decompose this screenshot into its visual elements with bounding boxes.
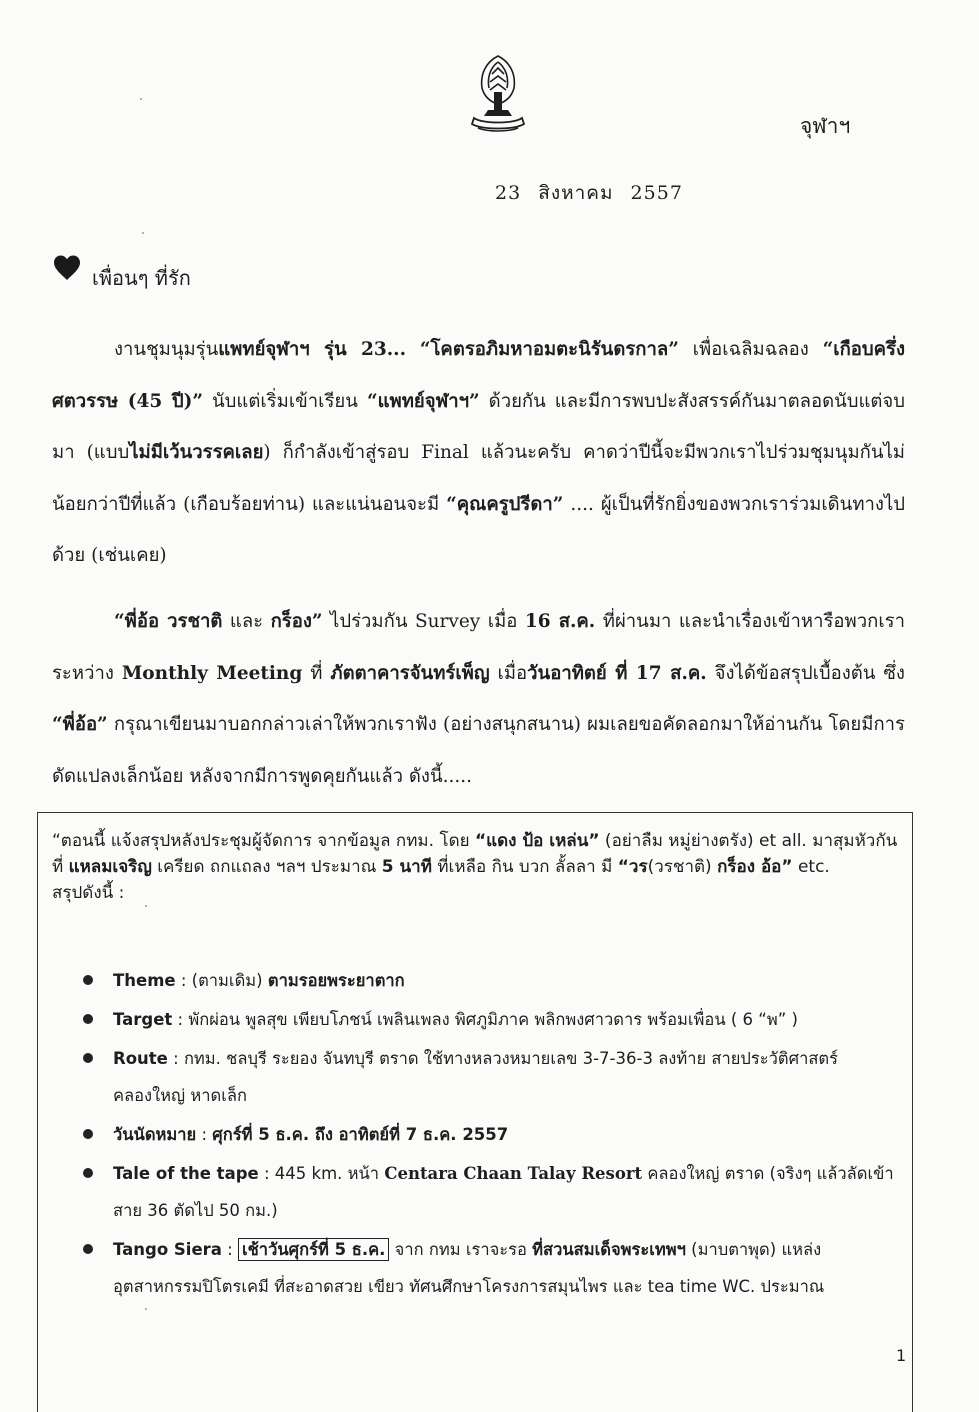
body-paragraph-2: “พี่อ้อ วรชาติ และ กร็อง” ไปร่วมกัน Survey เมื่อ 16 ส.ค. ที่ผ่านมา และนำเรื่องเข้าหารือพวกเราระหว่าง Monthly Meeting ที่ ภัตตาคารจันทร์เพ็ญ เมื่อวันอาทิตย์ ที่ 17 ส.ค. จึงได้ข้อสรุปเบื้องต้น ซึ่ง “พี่อ้อ” กรุณาเขียนมาบอกกล่าวเล่าให้พวกเราฟัง (อย่างสนุกสนาน) ผมเลยขอคัดลอกมาให้อ่านกัน โดยมีการดัดแปลงเล็กน้อย หลังจากมีการพูดคุยกันแล้ว ดังนี้..... [52, 611, 905, 787]
bullet-icon [83, 1053, 93, 1063]
scan-speck [145, 1308, 147, 1310]
bullet-icon [83, 1014, 93, 1024]
scan-speck [142, 232, 144, 234]
summary-intro: “ตอนนี้ แจ้งสรุปหลังประชุมผู้จัดการ จากข้อมูล กทม. โดย “แดง ป้อ เหล่น” (อย่าลืม หมู่ย่างตรัง) et all. มาสุมหัวกันที่ แหลมเจริญ เครียด ถกแถลง ฯลฯ ประมาณ 5 นาที ที่เหลือ กิน บวก ลั้ลลา มี “วร(วรชาติ) กร็อง อ้อ” etc. สรุปดังนี้ : [52, 831, 898, 903]
bullet-icon [83, 1244, 93, 1254]
scan-speck [145, 905, 147, 907]
list-item-tango: Tango Siera : เช้าวันศุกร์ที่ 5 ธ.ค. จาก กทม เราจะรอ ที่สวนสมเด็จพระเทพฯ (มาบตาพุด) แหล่งอุตสาหกรรมปิโตรเคมี ที่สะอาดสวย เขียว ทัศนศึกษาโครงการสมุนไพร และ tea time WC. ประมาณ [82, 1231, 897, 1305]
bullet-icon [83, 975, 93, 985]
bullet-icon [83, 1129, 93, 1139]
summary-list [82, 962, 897, 1305]
bullet-icon [83, 1168, 93, 1178]
list-item-tale: Tale of the tape : 445 km. หน้า Centara Chaan Talay Resort คลองใหญ่ ตราด (จริงๆ แล้วลัดเข้าสาย 36 ตัดไป 50 กม.) [82, 1155, 897, 1229]
list-item-date: วันนัดหมาย : ศุกร์ที่ 5 ธ.ค. ถึง อาทิตย์ที่ 7 ธ.ค. 2557 [82, 1116, 897, 1153]
list-item-route: Route : กทม. ชลบุรี ระยอง จันทบุรี ตราด ใช้ทางหลวงหมายเลข 3-7-36-3 ลงท้าย สายประวัติศาสตร์ คลองใหญ่ หาดเล็ก [82, 1040, 897, 1114]
university-emblem-icon [468, 52, 528, 136]
page-number: 1 [896, 1346, 907, 1365]
scan-speck [140, 98, 142, 100]
organization-abbreviation: จุฬาฯ [800, 114, 851, 138]
boxed-date: เช้าวันศุกร์ที่ 5 ธ.ค. [238, 1238, 389, 1261]
letter-date: 23 สิงหาคม 2557 [495, 182, 683, 204]
body-paragraph-1: งานชุมนุมรุ่นแพทย์จุฬาฯ รุ่น 23... “โคตรอภิมหาอมตะนิรันดรกาล” เพื่อเฉลิมฉลอง “เกือบครึ่งศตวรรษ (45 ปี)” นับแต่เริ่มเข้าเรียน “แพทย์จุฬาฯ” ด้วยกัน และมีการพบปะสังสรรค์กันมาตลอดนับแต่จบมา (แบบไม่มีเว้นวรรคเลย) ก็กำลังเข้าสู่รอบ Final แล้วนะครับ คาดว่าปีนี้จะมีพวกเราไปร่วมชุมนุมกันไม่น้อยกว่าปีที่แล้ว (เกือบร้อยท่าน) และแน่นอนจะมี “คุณครูปรีดา” .... ผู้เป็นที่รักยิ่งของพวกเราร่วมเดินทางไปด้วย (เช่นเคย) [52, 339, 906, 566]
list-item-target: Target : พักผ่อน พูลสุข เพียบโภชน์ เพลินเพลง พิศภูมิภาค พลิกพงศาวดาร พร้อมเพื่อน ( 6 “พ” ) [82, 1001, 897, 1038]
list-item-theme: Theme : (ตามเดิม) ตามรอยพระยาตาก [82, 962, 897, 999]
heart-icon [53, 254, 81, 282]
salutation: เพื่อนๆ ที่รัก [92, 266, 191, 290]
